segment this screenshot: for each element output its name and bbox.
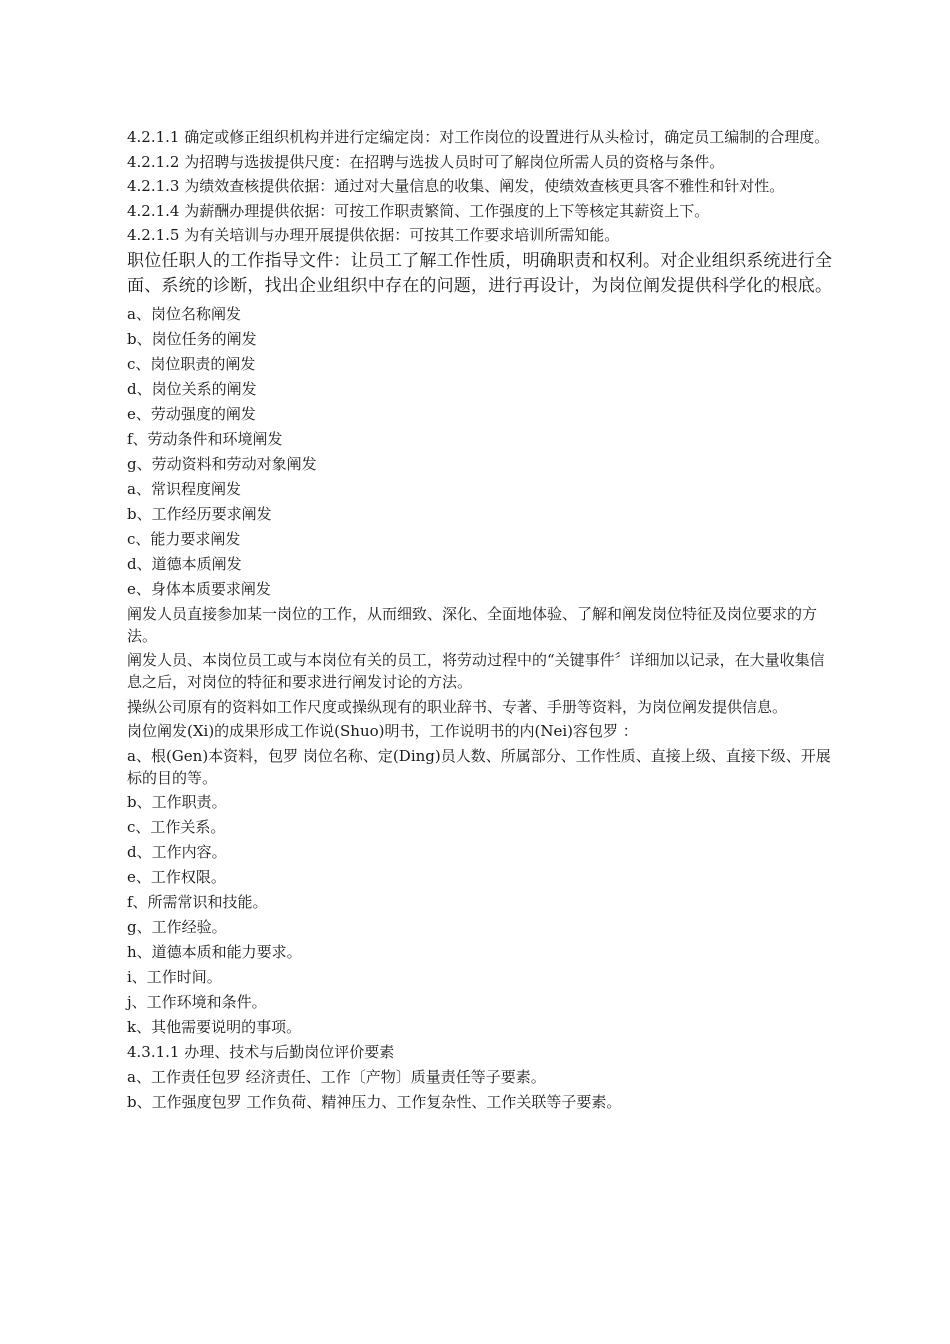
paragraph: 4.2.1.4 为薪酬办理提供依据：可按工作职责繁简、工作强度的上下等核定其薪资上下。 [127, 201, 710, 220]
paragraph: 操纵公司原有的资料如工作尺度或操纵现有的职业辞书、专著、手册等资料，为岗位阐发提供信息。 [127, 697, 788, 716]
paragraph: a、常识程度阐发 [127, 479, 241, 498]
paragraph: b、岗位任务的阐发 [127, 329, 257, 348]
paragraph: 阐发人员、本岗位员工或与本岗位有关的员工，将劳动过程中的“关键事件〞详细加以记录，在大量收集信息之后，对岗位的特征和要求进行阐发讨论的方法。 [127, 651, 825, 691]
paragraph: g、劳动资料和劳动对象阐发 [127, 454, 317, 473]
paragraph: c、岗位职责的阐发 [127, 354, 256, 373]
paragraph: e、工作权限。 [127, 868, 226, 886]
paragraph: 4.3.1.1 办理、技术与后勤岗位评价要素 [127, 1043, 395, 1061]
paragraph: f、劳动条件和环境阐发 [127, 429, 283, 448]
paragraph: 职位任职人的工作指导文件：让员工了解工作性质，明确职责和权利。对企业组织系统进行全面、系统的诊断，找出企业组织中存在的问题，进行再设计，为岗位阐发提供科学化的根底。 [127, 250, 833, 296]
paragraph: j、工作环境和条件。 [127, 993, 267, 1011]
paragraph: a、岗位名称阐发 [127, 304, 241, 323]
paragraph: d、工作内容。 [127, 843, 227, 861]
paragraph: 4.2.1.2 为招聘与选拔提供尺度：在招聘与选拔人员时可了解岗位所需人员的资格与条件。 [127, 152, 725, 171]
paragraph: f、所需常识和技能。 [127, 893, 268, 911]
paragraph: a、根(Gen)本资料，包罗 岗位名称、定(Ding)员人数、所属部分、工作性质、直接上级、直接下级、开展标的目的等。 [127, 746, 831, 787]
paragraph: b、工作经历要求阐发 [127, 504, 272, 523]
paragraph: c、工作关系。 [127, 818, 226, 836]
paragraph: a、工作责任包罗 经济责任、工作〔产物〕质量责任等子要素。 [127, 1068, 546, 1086]
paragraph: b、工作强度包罗 工作负荷、精神压力、工作复杂性、工作关联等子要素。 [127, 1093, 622, 1111]
paragraph: 阐发人员直接参加某一岗位的工作，从而细致、深化、全面地体验、了解和阐发岗位特征及岗位要求的方法。 [127, 604, 818, 645]
paragraph: g、工作经验。 [127, 918, 227, 936]
paragraph: 4.2.1.3 为绩效查核提供依据：通过对大量信息的收集、阐发，使绩效查核更具客不雅性和针对性。 [127, 177, 785, 195]
paragraph: b、工作职责。 [127, 793, 227, 811]
paragraph: 岗位阐发(Xi)的成果形成工作说(Shuo)明书，工作说明书的内(Nei)容包罗 ： [127, 722, 638, 740]
document-body [127, 126, 833, 1116]
paragraph: d、岗位关系的阐发 [127, 379, 257, 398]
paragraph: k、其他需要说明的事项。 [127, 1018, 302, 1036]
paragraph: e、身体本质要求阐发 [127, 579, 271, 598]
paragraph: d、道德本质阐发 [127, 554, 242, 573]
paragraph: h、道德本质和能力要求。 [127, 943, 302, 961]
paragraph: 4.2.1.1 确定或修正组织机构并进行定编定岗：对工作岗位的设置进行从头检讨，确定员工编制的合理度。 [127, 128, 830, 146]
paragraph: e、劳动强度的阐发 [127, 404, 256, 423]
paragraph: c、能力要求阐发 [127, 529, 241, 548]
paragraph: 4.2.1.5 为有关培训与办理开展提供依据：可按其工作要求培训所需知能。 [127, 226, 620, 244]
paragraph: i、工作时间。 [127, 968, 222, 986]
